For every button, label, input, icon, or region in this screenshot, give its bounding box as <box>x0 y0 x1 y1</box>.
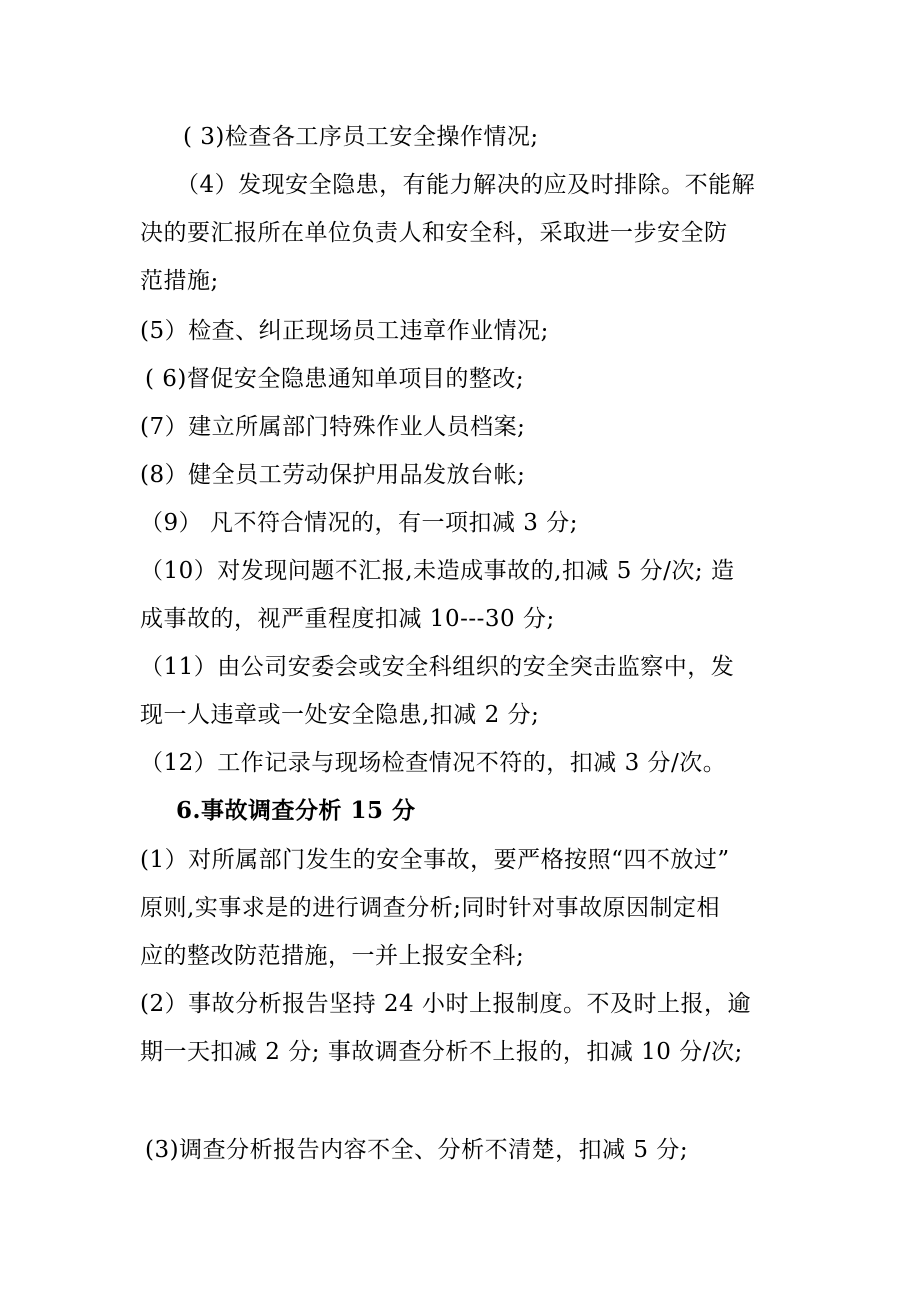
text-line-item-5: (5）检查、纠正现场员工违章作业情况; <box>140 318 549 344</box>
text-line-sub-3: (3)调查分析报告内容不全、分析不清楚，扣减 5 分; <box>145 1137 689 1163</box>
text-line-sub-2: (2）事故分析报告坚持 24 小时上报制度。不及时上报，逾 <box>140 991 751 1017</box>
text-line-item-10-cont: 成事故的，视严重程度扣减 10---30 分; <box>140 606 555 632</box>
text-line-item-9: （9） 凡不符合情况的，有一项扣减 3 分; <box>140 510 578 536</box>
section-heading-accident-investigation: 6.事故调查分析 15 分 <box>176 797 416 824</box>
text-line-item-6: ( 6)督促安全隐患通知单项目的整改; <box>145 366 525 392</box>
text-line-item-11: （11）由公司安委会或安全科组织的安全突击监察中，发 <box>140 654 735 680</box>
text-line-item-12: （12）工作记录与现场检查情况不符的，扣减 3 分/次。 <box>140 750 727 776</box>
text-line-item-7: (7）建立所属部门特殊作业人员档案; <box>140 414 526 440</box>
text-line-sub-1-cont-2: 应的整改防范措施，一并上报安全科; <box>140 943 525 969</box>
text-line-item-8: (8）健全员工劳动保护用品发放台帐; <box>140 462 526 488</box>
text-line-sub-1-cont-1: 原则,实事求是的进行调查分析;同时针对事故原因制定相 <box>140 895 721 921</box>
text-line-item-3: ( 3)检查各工序员工安全操作情况; <box>183 124 539 150</box>
text-line-sub-2-cont: 期一天扣减 2 分; 事故调查分析不上报的，扣减 10 分/次; <box>140 1039 743 1065</box>
text-line-item-4-cont-1: 决的要汇报所在单位负责人和安全科，采取进一步安全防 <box>140 220 728 246</box>
text-line-item-10: （10）对发现问题不汇报,未造成事故的,扣减 5 分/次; 造 <box>140 558 735 584</box>
text-line-item-4: （4）发现安全隐患，有能力解决的应及时排除。不能解 <box>176 172 756 198</box>
text-line-item-11-cont: 现一人违章或一处安全隐患,扣减 2 分; <box>140 702 540 728</box>
text-line-item-4-cont-2: 范措施; <box>140 268 219 294</box>
text-line-sub-1: (1）对所属部门发生的安全事故，要严格按照“四不放过” <box>140 847 730 873</box>
